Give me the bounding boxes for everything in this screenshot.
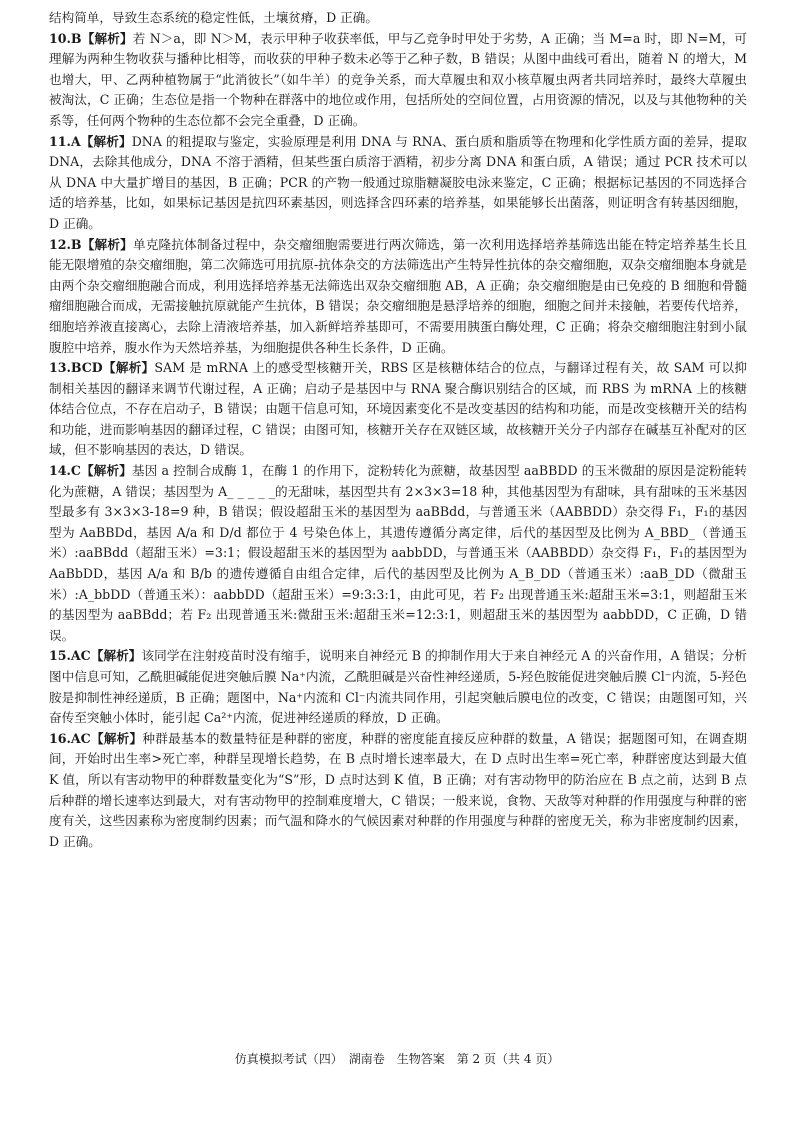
answer-10 [49,29,747,132]
page-footer: 仿真模拟考试（四） 湖南卷 生物答案 第 2 页（共 4 页） [234,1052,560,1066]
answer-label: 14.C【解析】 [49,463,132,479]
paragraph-continuation: 结构简单，导致生态系统的稳定性低，土壤贫瘠，D 正确。 [49,10,378,25]
answer-label: 15.AC【解析】 [49,648,142,664]
answer-12 [49,235,747,359]
answer-label: 10.B【解析】 [49,30,133,46]
answer-label: 16.AC【解析】 [49,730,143,746]
answer-text: 单克隆抗体制备过程中，杂交瘤细胞需要进行两次筛选，第一次利用选择培养基筛选出能在特定培养基生长且能无限增殖的杂交瘤细胞，第二次筛选可用抗原-抗体杂交的方法筛选出产生特异性抗体的杂交瘤细胞，双杂交瘤细胞本身就是由两个杂交瘤细胞融合而成，利用选择培养基无法筛选出双杂交瘤细胞 AB，A 正确；杂交瘤细胞是由已免疫的 B 细胞和骨髓瘤细胞融合而成，无需接触抗原就能产生抗体，B 错误；杂交瘤细胞是悬浮培养的细胞，细胞之间并未接触，若要传代培养，细胞培养液直接离心，去除上清液培养基，加入新鲜培养基即可，不需要用胰蛋白酶处理，C 正确；将杂交瘤细胞注射到小鼠腹腔中培养，腹水作为天然培养基，为细胞提供各种生长条件，D 正确。 [49,236,747,355]
answer-13 [49,358,747,461]
answer-label: 11.A【解析】 [49,133,132,149]
answer-text: 种群最基本的数量特征是种群的密度，种群的密度能直接反应种群的数量，A 错误；据题图可知，在调查期间，开始时出生率>死亡率，种群呈现增长趋势，在 B 点时增长速率最大，在 D 点时出生率=死亡率，种群密度达到最大值 K 值，所以有害动物甲的种群数量变化为“S”形，D 点时达到 K 值，B 正确；对有害动物甲的防治应在 B 点之前，达到 B 点后种群的增长速率达到最大，对有害动物甲的控制难度增大，C 错误；一般来说，食物、天敌等对种群的作用强度与种群的密度有关，这些因素称为密度制约因素；而气温和降水的气候因素对种群的作用强度与种群的密度无关，称为非密度制约因素，D 正确。 [49,730,747,849]
answer-text: 基因 a 控制合成酶 1，在酶 1 的作用下，淀粉转化为蔗糖，故基因型 aaBBDD 的玉米微甜的原因是淀粉能转化为蔗糖，A 错误；基因型为 A_ _ _ _ _的无甜味，基因型共有 2×3×3=18 种，其他基因型为有甜味，具有甜味的玉米基因型最多有 3×3×3-18=9 种，B 错误；假设超甜玉米的基因型为 aaBBdd，与普通玉米（AABBDD）杂交得 F₁，F₁的基因型为 AaBBDd，基因 A/a 和 D/d 都位于 4 号染色体上，其遗传遵循分离定律，后代的基因型及比例为 A_BBD_（普通玉米）:aaBBdd（超甜玉米）=3:1；假设超甜玉米的基因型为 aabbDD，与普通玉米（AABBDD）杂交得 F₁，F₁的基因型为 AaBbDD，基因 A/a 和 B/b 的遗传遵循自由组合定律，后代的基因型及比例为 A_B_DD（普通玉米）:aaB_DD（微甜玉米）:A_bbDD（普通玉米）：aabbDD（超甜玉米）=9:3:3:1，由此可见，若 F₂ 出现普通玉米:超甜玉米=3:1，则超甜玉米的基因型为 aaBBdd；若 F₂ 出现普通玉米:微甜玉米:超甜玉米=12:3:1，则超甜玉米的基因型为 aabbDD，C 正确，D 错误。 [49,463,747,643]
answer-16 [49,729,747,853]
answer-label: 13.BCD【解析】 [49,360,155,376]
answer-11 [49,132,747,235]
answer-15 [49,646,747,728]
answer-text: DNA 的粗提取与鉴定，实验原理是利用 DNA 与 RNA、蛋白质和脂质等在物理和化学性质方面的差异，提取 DNA，去除其他成分，DNA 不溶于酒精，但某些蛋白质溶于酒精，初步分离 DNA 和蛋白质，A 错误；通过 PCR 技术可以从 DNA 中大量扩增目的基因，B 正确；PCR 的产物一般通过琼脂糖凝胶电泳来鉴定，C 正确；根据标记基因的不同选择合适的培养基，比如，如果标记基因是抗四环素基因，则选择含四环素的培养基，如果能够长出菌落，则证明含有转基因细胞，D 正确。 [49,133,747,231]
answer-text: SAM 是 mRNA 上的感受型核糖开关，RBS 区是核糖体结合的位点，与翻译过程有关，故 SAM 可以抑制相关基因的翻译来调节代谢过程，A 正确；启动子是基因中与 RNA 聚合酶识别结合的区域，而 RBS 为 mRNA 上的核糖体结合位点，不存在启动子，B 错误；由题干信息可知，环境因素变化不是改变基因的结构和功能，而是改变核糖开关的结构和功能，进而影响基因的翻译过程，C 错误；由图可知，核糖开关存在双链区域，故核糖开关分子内部存在碱基互补配对的区域，但不影响基因的表达，D 错误。 [49,360,747,458]
answer-14 [49,461,747,646]
answer-text: 若 N＞a，即 N＞M，表示甲种子收获率低，甲与乙竞争时甲处于劣势，A 正确；当 M=a 时，即 N=M，可理解为两种生物收获与播种比相等，而收获的甲种子数未必等于乙种子数，B 错误；从图中曲线可看出，随着 N 的增大，M 也增大，甲、乙两种植物属于“此消彼长”（如牛羊）的竞争关系，而大草履虫和双小核草履虫两者共同培养时，最终大草履虫被淘汰，C 正确；生态位是指一个物种在群落中的地位或作用，包括所处的空间位置，占用资源的情况，以及与其他物种的关系等，任何两个物种的生态位都不会完全重叠，D 正确。 [49,30,747,128]
answer-text: 该同学在注射疫苗时没有缩手，说明来自神经元 B 的抑制作用大于来自神经元 A 的兴奋作用，A 错误；分析图中信息可知，乙酰胆碱能促进突触后膜 Na⁺内流，乙酰胆碱是兴奋性神经递质，5-羟色胺能促进突触后膜 Cl⁻内流，5-羟色胺是抑制性神经递质，B 正确；题图中，Na⁺内流和 Cl⁻内流共同作用，引起突触后膜电位的改变，C 错误；由题图可知，兴奋传至突触小体时，能引起 Ca²⁺内流，促进神经递质的释放，D 正确。 [49,648,747,726]
answer-content [49,8,747,852]
answer-label: 12.B【解析】 [49,236,133,252]
